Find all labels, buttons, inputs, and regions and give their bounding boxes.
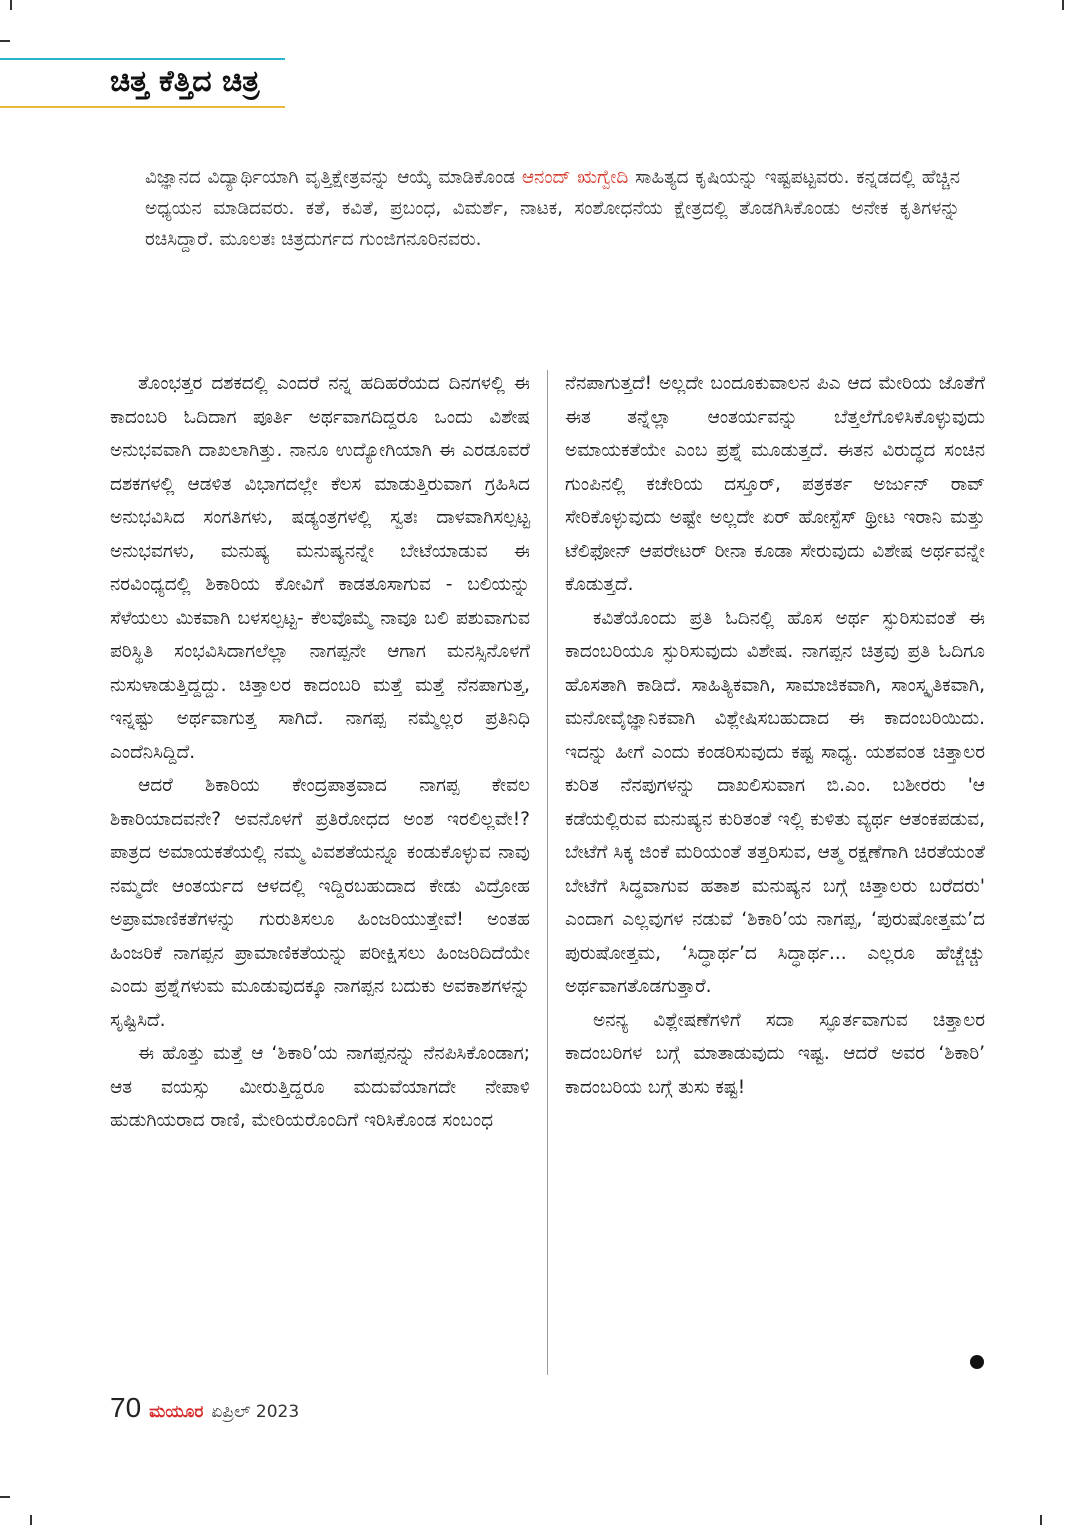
magazine-logo: ಮಯೂರ — [149, 1402, 204, 1422]
article-column-left — [110, 367, 530, 1138]
paragraph: ತೊಂಭತ್ತರ ದಶಕದಲ್ಲಿ ಎಂದರೆ ನನ್ನ ಹದಿಹರೆಯದ ದಿನಗಳಲ್ಲಿ ಈ ಕಾದಂಬರಿ ಓದಿದಾಗ ಪೂರ್ತಿ ಅರ್ಥವಾಗದಿದ್ದರೂ ಒಂದು ವಿಶೇಷ ಅನುಭವವಾಗಿ ದಾಖಲಾಗಿತ್ತು. ನಾನೂ ಉದ್ಯೋಗಿಯಾಗಿ ಈ ಎರಡೂವರೆ ದಶಕಗಳಲ್ಲಿ ಆಡಳಿತ ವಿಭಾಗದಲ್ಲೇ ಕೆಲಸ ಮಾಡುತ್ತಿರುವಾಗ ಗ್ರಹಿಸಿದ ಅನುಭವಿಸಿದ ಸಂಗತಿಗಳು, ಷಡ್ಯಂತ್ರಗಳಲ್ಲಿ ಸ್ವತಃ ದಾಳವಾಗಿಸಲ್ಪಟ್ಟ ಅನುಭವಗಳು, ಮನುಷ್ಯ ಮನುಷ್ಯನನ್ನೇ ಬೇಟೆಯಾಡುವ ಈ ನರವಿಂಧ್ಯದಲ್ಲಿ ಶಿಕಾರಿಯ ಕೋವಿಗೆ ಕಾಡತೂಸಾಗುವ - ಬಲಿಯನ್ನು ಸೆಳೆಯಲು ಮಿಕವಾಗಿ ಬಳಸಲ್ಪಟ್ಟ- ಕೆಲವೊಮ್ಮೆ ನಾವೂ ಬಲಿ ಪಶುವಾಗುವ ಪರಿಸ್ಥಿತಿ ಸಂಭವಿಸಿದಾಗಲೆಲ್ಲಾ ನಾಗಪ್ಪನೇ ಆಗಾಗ ಮನಸ್ಸಿನೊಳಗೆ ನುಸುಳಾಡುತ್ತಿದ್ದದ್ದು. ಚಿತ್ತಾಲರ ಕಾದಂಬರಿ ಮತ್ತೆ ಮತ್ತೆ ನೆನಪಾಗುತ್ತ, ಇನ್ನಷ್ಟು ಅರ್ಥವಾಗುತ್ತ ಸಾಗಿದೆ. ನಾಗಪ್ಪ ನಮ್ಮೆಲ್ಲರ ಪ್ರತಿನಿಧಿ ಎಂದೆನಿಸಿದ್ದಿದೆ. — [110, 373, 530, 763]
paragraph: ಈ ಹೊತ್ತು ಮತ್ತೆ ಆ ‘ಶಿಕಾರಿ’ಯ ನಾಗಪ್ಪನನ್ನು ನೆನಪಿಸಿಕೊಂಡಾಗ; ಆತ ವಯಸ್ಸು ಮೀರುತ್ತಿದ್ದರೂ ಮದುವೆಯಾಗದೇ ನೇಪಾಳಿ ಹುಡುಗಿಯರಾದ ರಾಣಿ, ಮೇರಿಯರೊಂದಿಗೆ ಇರಿಸಿಕೊಂಡ ಸಂಬಂಧ — [110, 1043, 530, 1131]
author-name: ಆನಂದ್ ಋಗ್ವೇದಿ — [521, 167, 629, 188]
crop-mark-left-upper — [0, 40, 10, 42]
paragraph: ಆದರೆ ಶಿಕಾರಿಯ ಕೇಂದ್ರಪಾತ್ರವಾದ ನಾಗಪ್ಪ ಕೇವಲ ಶಿಕಾರಿಯಾದವನೇ? ಅವನೊಳಗೆ ಪ್ರತಿರೋಧದ ಅಂಶ ಇರಲಿಲ್ಲವೇ!? ಪಾತ್ರದ ಅಮಾಯಕತೆಯಲ್ಲಿ ನಮ್ಮ ವಿವಶತೆಯನ್ನೂ ಕಂಡುಕೊಳ್ಳುವ ನಾವು ನಮ್ಮದೇ ಆಂತರ್ಯದ ಆಳದಲ್ಲಿ ಇದ್ದಿರಬಹುದಾದ ಕೇಡು ವಿದ್ರೋಹ ಅಪ್ರಾಮಾಣಿಕತೆಗಳನ್ನು ಗುರುತಿಸಲೂ ಹಿಂಜರಿಯುತ್ತೇವೆ! ಅಂತಹ ಹಿಂಜರಿಕೆ ನಾಗಪ್ಪನ ಪ್ರಾಮಾಣಿಕತೆಯನ್ನು ಪರೀಕ್ಷಿಸಲು ಹಿಂಜರಿದಿದೆಯೇ ಎಂದು ಪ್ರಶ್ನೆಗಳುಮ ಮೂಡುವುದಕ್ಕೂ ನಾಗಪ್ಪನ ಬದುಕು ಅವಕಾಶಗಳನ್ನು ಸೃಷ್ಟಿಸಿದೆ. — [110, 775, 530, 1031]
column-divider — [547, 370, 548, 1375]
paragraph: ಅನನ್ಯ ವಿಶ್ಲೇಷಣೆಗಳಿಗೆ ಸದಾ ಸ್ಫೂರ್ತವಾಗುವ ಚಿತ್ತಾಲರ ಕಾದಂಬರಿಗಳ ಬಗ್ಗೆ ಮಾತಾಡುವುದು ಇಷ್ಟ. ಆದರೆ ಅವರ ‘ಶಿಕಾರಿ’ ಕಾದಂಬರಿಯ ಬಗ್ಗೆ ತುಸು ಕಷ್ಟ! — [565, 1009, 985, 1098]
page-number: 70 — [110, 1392, 142, 1423]
paragraph: ಕವಿತೆಯೊಂದು ಪ್ರತಿ ಓದಿನಲ್ಲಿ ಹೊಸ ಅರ್ಥ ಸ್ಫುರಿಸುವಂತೆ ಈ ಕಾದಂಬರಿಯೂ ಸ್ಫುರಿಸುವುದು ವಿಶೇಷ. ನಾಗಪ್ಪನ ಚಿತ್ರವು ಪ್ರತಿ ಓದಿಗೂ ಹೊಸತಾಗಿ ಕಾಡಿದೆ. ಸಾಹಿತ್ಯಿಕವಾಗಿ, ಸಾಮಾಜಿಕವಾಗಿ, ಸಾಂಸ್ಕೃತಿಕವಾಗಿ, ಮನೋವೈಜ್ಞಾನಿಕವಾಗಿ ವಿಶ್ಲೇಷಿಸಬಹುದಾದ ಈ ಕಾದಂಬರಿಯಿದು. ಇದನ್ನು ಹೀಗೆ ಎಂದು ಕಂಡರಿಸುವುದು ಕಷ್ಟ ಸಾಧ್ಯ. ಯಶವಂತ ಚಿತ್ತಾಲರ ಕುರಿತ ನೆನಪುಗಳನ್ನು ದಾಖಲಿಸುವಾಗ ಬಿ.ಎಂ. ಬಶೀರರು 'ಆ ಕಡೆಯಲ್ಲಿರುವ ಮನುಷ್ಯನ ಕುರಿತಂತೆ ಇಲ್ಲಿ ಕುಳಿತು ವ್ಯರ್ಥ ಆತಂಕಪಡುವ, ಬೇಟೆಗೆ ಸಿಕ್ಕ ಜಿಂಕೆ ಮರಿಯಂತೆ ತತ್ತರಿಸುವ, ಆತ್ಮ ರಕ್ಷಣೆಗಾಗಿ ಚಿರತೆಯಂತೆ ಬೇಟೆಗೆ ಸಿದ್ಧವಾಗುವ ಹತಾಶ ಮನುಷ್ಯನ ಬಗ್ಗೆ ಚಿತ್ತಾಲರು ಬರೆದರು' ಎಂದಾಗ ಎಲ್ಲವುಗಳ ನಡುವೆ ‘ಶಿಕಾರಿ’ಯ ನಾಗಪ್ಪ, ‘ಪುರುಷೋತ್ತಮ’ದ ಪುರುಷೋತ್ತಮ, ‘ಸಿದ್ಧಾರ್ಥ’ದ ಸಿದ್ಧಾರ್ಥ... ಎಲ್ಲರೂ ಹೆಚ್ಚೆಚ್ಚು ಅರ್ಥವಾಗತೊಡಗುತ್ತಾರೆ. — [565, 607, 985, 997]
intro-text-before: ವಿಜ್ಞಾನದ ವಿದ್ಯಾರ್ಥಿಯಾಗಿ ವೃತ್ತಿಕ್ಷೇತ್ರವನ್ನು ಆಯ್ಕೆ ಮಾಡಿಕೊಂಡ — [145, 167, 522, 188]
crop-mark-bottom-right — [1040, 1515, 1042, 1525]
issue-date: ಏಪ್ರಿಲ್ 2023 — [211, 1402, 300, 1422]
end-of-article-bullet-icon — [970, 1355, 984, 1369]
crop-mark-top-right — [1062, 0, 1064, 10]
crop-mark-bottom-left — [30, 1515, 32, 1525]
section-title: ಚಿತ್ತ ಕೆತ್ತಿದ ಚಿತ್ರ — [110, 64, 260, 99]
crop-mark-left-lower — [0, 1496, 10, 1498]
header-rule-top — [0, 58, 285, 60]
paragraph-continued: ನೆನಪಾಗುತ್ತದೆ! ಅಲ್ಲದೇ ಬಂದೂಕುವಾಲನ ಪಿಎ ಆದ ಮೇರಿಯ ಜೊತೆಗೆ ಈತ ತನ್ನೆಲ್ಲಾ ಆಂತರ್ಯವನ್ನು ಬೆತ್ತಲೆಗೊಳಿಸಿಕೊಳ್ಳುವುದು ಅಮಾಯಕತೆಯೇ ಎಂಬ ಪ್ರಶ್ನೆ ಮೂಡುತ್ತದೆ. ಈತನ ವಿರುದ್ಧದ ಸಂಚಿನ ಗುಂಪಿನಲ್ಲಿ ಕಚೇರಿಯ ದಸ್ತೂರ್, ಪತ್ರಕರ್ತ ಅರ್ಜುನ್ ರಾವ್ ಸೇರಿಕೊಳ್ಳುವುದು ಅಷ್ಟೇ ಅಲ್ಲದೇ ಏರ್ ಹೋಸ್ಟೆಸ್ ಥ್ರೀಟ ಇರಾನಿ ಮತ್ತು ಟೆಲಿಫೋನ್ ಆಪರೇಟರ್ ರೀನಾ ಕೂಡಾ ಸೇರುವುದು ವಿಶೇಷ ಅರ್ಥವನ್ನೇ ಕೊಡುತ್ತದೆ. — [565, 373, 985, 595]
page-footer — [110, 1392, 299, 1424]
header-rule-bottom — [0, 106, 285, 108]
article-column-right — [565, 367, 985, 1104]
intro-text-after: ಸಾಹಿತ್ಯದ ಕೃಷಿಯನ್ನು ಇಷ್ಟಪಟ್ಟವರು. ಕನ್ನಡದಲ್ಲಿ ಹೆಚ್ಚಿನ ಅಧ್ಯಯನ ಮಾಡಿದವರು. ಕತೆ, ಕವಿತೆ, ಪ್ರಬಂಧ, ವಿಮರ್ಶೆ, ನಾಟಕ, ಸಂಶೋಧನೆಯ ಕ್ಷೇತ್ರದಲ್ಲಿ ತೊಡಗಿಸಿಕೊಂಡು ಅನೇಕ ಕೃತಿಗಳನ್ನು ರಚಿಸಿದ್ದಾರೆ. ಮೂಲತಃ ಚಿತ್ರದುರ್ಗದ ಗುಂಜಿಗನೂರಿನವರು. — [145, 167, 960, 250]
crop-mark-top-left — [10, 0, 12, 10]
author-intro — [145, 162, 960, 255]
